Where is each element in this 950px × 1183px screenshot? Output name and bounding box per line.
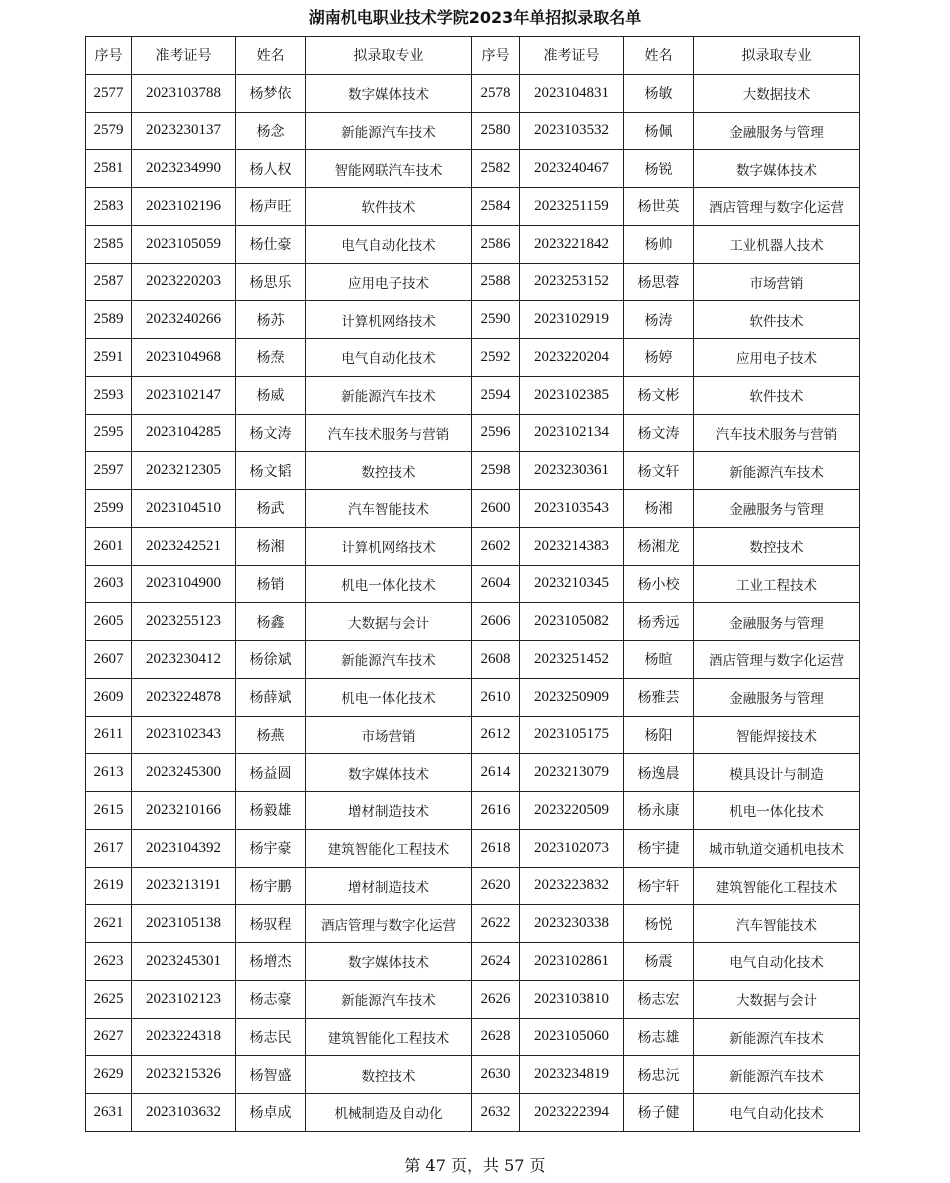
seq-cell: 2607	[86, 641, 132, 679]
exam-id-cell: 2023102147	[132, 376, 236, 414]
exam-id-cell: 2023234990	[132, 150, 236, 188]
exam-id-cell: 2023224878	[132, 678, 236, 716]
exam-id-cell: 2023255123	[132, 603, 236, 641]
major-cell: 酒店管理与数字化运营	[694, 188, 860, 226]
seq-cell: 2626	[472, 980, 520, 1018]
name-cell: 杨薛斌	[236, 678, 306, 716]
table-row	[86, 301, 860, 339]
header-major: 拟录取专业	[306, 37, 472, 75]
name-cell: 杨思乐	[236, 263, 306, 301]
name-cell: 杨徐斌	[236, 641, 306, 679]
table-header-row	[86, 37, 860, 75]
major-cell: 新能源汽车技术	[306, 376, 472, 414]
major-cell: 机电一体化技术	[694, 792, 860, 830]
major-cell: 机械制造及自动化	[306, 1094, 472, 1132]
table-row	[86, 527, 860, 565]
exam-id-cell: 2023223832	[520, 867, 624, 905]
seq-cell: 2617	[86, 829, 132, 867]
name-cell: 杨雅芸	[624, 678, 694, 716]
name-cell: 杨湘	[624, 490, 694, 528]
seq-cell: 2588	[472, 263, 520, 301]
name-cell: 杨声旺	[236, 188, 306, 226]
exam-id-cell: 2023224318	[132, 1018, 236, 1056]
seq-cell: 2611	[86, 716, 132, 754]
exam-id-cell: 2023222394	[520, 1094, 624, 1132]
seq-cell: 2598	[472, 452, 520, 490]
seq-cell: 2609	[86, 678, 132, 716]
table-row	[86, 980, 860, 1018]
major-cell: 新能源汽车技术	[694, 1056, 860, 1094]
major-cell: 工业工程技术	[694, 565, 860, 603]
exam-id-cell: 2023220509	[520, 792, 624, 830]
seq-cell: 2606	[472, 603, 520, 641]
name-cell: 杨涛	[624, 301, 694, 339]
seq-cell: 2613	[86, 754, 132, 792]
name-cell: 杨智盛	[236, 1056, 306, 1094]
name-cell: 杨卓成	[236, 1094, 306, 1132]
seq-cell: 2579	[86, 112, 132, 150]
major-cell: 建筑智能化工程技术	[306, 1018, 472, 1056]
major-cell: 金融服务与管理	[694, 603, 860, 641]
table-row	[86, 603, 860, 641]
major-cell: 市场营销	[694, 263, 860, 301]
exam-id-cell: 2023105060	[520, 1018, 624, 1056]
major-cell: 建筑智能化工程技术	[694, 867, 860, 905]
footer-middle: 页，共	[450, 1156, 499, 1175]
name-cell: 杨燕	[236, 716, 306, 754]
major-cell: 新能源汽车技术	[694, 1018, 860, 1056]
name-cell: 杨焘	[236, 339, 306, 377]
exam-id-cell: 2023230338	[520, 905, 624, 943]
major-cell: 大数据与会计	[306, 603, 472, 641]
exam-id-cell: 2023104831	[520, 74, 624, 112]
seq-cell: 2627	[86, 1018, 132, 1056]
seq-cell: 2596	[472, 414, 520, 452]
name-cell: 杨威	[236, 376, 306, 414]
exam-id-cell: 2023210166	[132, 792, 236, 830]
table-row	[86, 376, 860, 414]
major-cell: 增材制造技术	[306, 792, 472, 830]
exam-id-cell: 2023102861	[520, 943, 624, 981]
exam-id-cell: 2023102134	[520, 414, 624, 452]
major-cell: 电气自动化技术	[694, 1094, 860, 1132]
seq-cell: 2577	[86, 74, 132, 112]
seq-cell: 2631	[86, 1094, 132, 1132]
name-cell: 杨佩	[624, 112, 694, 150]
exam-id-cell: 2023220204	[520, 339, 624, 377]
name-cell: 杨阳	[624, 716, 694, 754]
exam-id-cell: 2023103632	[132, 1094, 236, 1132]
exam-id-cell: 2023105059	[132, 225, 236, 263]
exam-id-cell: 2023220203	[132, 263, 236, 301]
exam-id-cell: 2023221842	[520, 225, 624, 263]
table-row	[86, 150, 860, 188]
name-cell: 杨震	[624, 943, 694, 981]
name-cell: 杨苏	[236, 301, 306, 339]
name-cell: 杨武	[236, 490, 306, 528]
name-cell: 杨宇轩	[624, 867, 694, 905]
seq-cell: 2600	[472, 490, 520, 528]
exam-id-cell: 2023102073	[520, 829, 624, 867]
name-cell: 杨文韬	[236, 452, 306, 490]
exam-id-cell: 2023251452	[520, 641, 624, 679]
name-cell: 杨逸晨	[624, 754, 694, 792]
name-cell: 杨文彬	[624, 376, 694, 414]
name-cell: 杨湘龙	[624, 527, 694, 565]
admission-table	[85, 36, 860, 1132]
name-cell: 杨悦	[624, 905, 694, 943]
name-cell: 杨小校	[624, 565, 694, 603]
major-cell: 新能源汽车技术	[306, 980, 472, 1018]
major-cell: 汽车技术服务与营销	[694, 414, 860, 452]
seq-cell: 2599	[86, 490, 132, 528]
table-row	[86, 112, 860, 150]
major-cell: 城市轨道交通机电技术	[694, 829, 860, 867]
major-cell: 金融服务与管理	[694, 678, 860, 716]
table-row	[86, 943, 860, 981]
document-title: 湖南机电职业技术学院2023年单招拟录取名单	[308, 8, 642, 27]
major-cell: 金融服务与管理	[694, 112, 860, 150]
footer-suffix: 页	[529, 1156, 546, 1175]
seq-cell: 2616	[472, 792, 520, 830]
name-cell: 杨湘	[236, 527, 306, 565]
name-cell: 杨忠沅	[624, 1056, 694, 1094]
exam-id-cell: 2023102123	[132, 980, 236, 1018]
exam-id-cell: 2023214383	[520, 527, 624, 565]
header-seq: 序号	[86, 37, 132, 75]
seq-cell: 2603	[86, 565, 132, 603]
name-cell: 杨文涛	[624, 414, 694, 452]
seq-cell: 2581	[86, 150, 132, 188]
exam-id-cell: 2023105082	[520, 603, 624, 641]
seq-cell: 2608	[472, 641, 520, 679]
major-cell: 数控技术	[306, 1056, 472, 1094]
exam-id-cell: 2023253152	[520, 263, 624, 301]
exam-id-cell: 2023240467	[520, 150, 624, 188]
major-cell: 增材制造技术	[306, 867, 472, 905]
seq-cell: 2623	[86, 943, 132, 981]
table-row	[86, 263, 860, 301]
name-cell: 杨秀远	[624, 603, 694, 641]
major-cell: 模具设计与制造	[694, 754, 860, 792]
exam-id-cell: 2023230361	[520, 452, 624, 490]
major-cell: 电气自动化技术	[306, 339, 472, 377]
table-row	[86, 1056, 860, 1094]
name-cell: 杨益圆	[236, 754, 306, 792]
seq-cell: 2580	[472, 112, 520, 150]
total-page-count: 57	[504, 1156, 525, 1175]
name-cell: 杨志雄	[624, 1018, 694, 1056]
exam-id-cell: 2023102385	[520, 376, 624, 414]
table-row	[86, 792, 860, 830]
major-cell: 智能网联汽车技术	[306, 150, 472, 188]
seq-cell: 2619	[86, 867, 132, 905]
major-cell: 电气自动化技术	[306, 225, 472, 263]
exam-id-cell: 2023102196	[132, 188, 236, 226]
name-cell: 杨志宏	[624, 980, 694, 1018]
table-row	[86, 225, 860, 263]
name-cell: 杨增杰	[236, 943, 306, 981]
table-row	[86, 1018, 860, 1056]
seq-cell: 2632	[472, 1094, 520, 1132]
seq-cell: 2602	[472, 527, 520, 565]
table-row	[86, 339, 860, 377]
footer-prefix: 第	[404, 1156, 421, 1175]
major-cell: 金融服务与管理	[694, 490, 860, 528]
major-cell: 应用电子技术	[694, 339, 860, 377]
seq-cell: 2604	[472, 565, 520, 603]
major-cell: 智能焊接技术	[694, 716, 860, 754]
seq-cell: 2592	[472, 339, 520, 377]
major-cell: 汽车技术服务与营销	[306, 414, 472, 452]
exam-id-cell: 2023251159	[520, 188, 624, 226]
major-cell: 软件技术	[694, 376, 860, 414]
table-row	[86, 565, 860, 603]
seq-cell: 2586	[472, 225, 520, 263]
name-cell: 杨念	[236, 112, 306, 150]
table-row	[86, 1094, 860, 1132]
seq-cell: 2597	[86, 452, 132, 490]
major-cell: 数字媒体技术	[694, 150, 860, 188]
exam-id-cell: 2023104900	[132, 565, 236, 603]
seq-cell: 2624	[472, 943, 520, 981]
exam-id-cell: 2023234819	[520, 1056, 624, 1094]
major-cell: 机电一体化技术	[306, 678, 472, 716]
exam-id-cell: 2023213191	[132, 867, 236, 905]
name-cell: 杨永康	[624, 792, 694, 830]
major-cell: 大数据与会计	[694, 980, 860, 1018]
header-exam-id: 准考证号	[132, 37, 236, 75]
exam-id-cell: 2023104968	[132, 339, 236, 377]
seq-cell: 2594	[472, 376, 520, 414]
seq-cell: 2625	[86, 980, 132, 1018]
major-cell: 电气自动化技术	[694, 943, 860, 981]
seq-cell: 2582	[472, 150, 520, 188]
exam-id-cell: 2023102343	[132, 716, 236, 754]
major-cell: 新能源汽车技术	[694, 452, 860, 490]
name-cell: 杨文涛	[236, 414, 306, 452]
name-cell: 杨敏	[624, 74, 694, 112]
seq-cell: 2610	[472, 678, 520, 716]
page-footer	[0, 1155, 950, 1177]
table-row	[86, 829, 860, 867]
major-cell: 工业机器人技术	[694, 225, 860, 263]
name-cell: 杨世英	[624, 188, 694, 226]
exam-id-cell: 2023103532	[520, 112, 624, 150]
name-cell: 杨宇鹏	[236, 867, 306, 905]
major-cell: 数字媒体技术	[306, 74, 472, 112]
major-cell: 计算机网络技术	[306, 301, 472, 339]
name-cell: 杨志民	[236, 1018, 306, 1056]
exam-id-cell: 2023103810	[520, 980, 624, 1018]
seq-cell: 2622	[472, 905, 520, 943]
exam-id-cell: 2023105175	[520, 716, 624, 754]
table-row	[86, 678, 860, 716]
major-cell: 数控技术	[694, 527, 860, 565]
seq-cell: 2590	[472, 301, 520, 339]
seq-cell: 2605	[86, 603, 132, 641]
seq-cell: 2601	[86, 527, 132, 565]
exam-id-cell: 2023103543	[520, 490, 624, 528]
exam-id-cell: 2023213079	[520, 754, 624, 792]
seq-cell: 2578	[472, 74, 520, 112]
name-cell: 杨驭程	[236, 905, 306, 943]
seq-cell: 2591	[86, 339, 132, 377]
exam-id-cell: 2023104392	[132, 829, 236, 867]
table-row	[86, 74, 860, 112]
seq-cell: 2628	[472, 1018, 520, 1056]
name-cell: 杨暄	[624, 641, 694, 679]
name-cell: 杨帅	[624, 225, 694, 263]
seq-cell: 2614	[472, 754, 520, 792]
header-name: 姓名	[236, 37, 306, 75]
exam-id-cell: 2023230412	[132, 641, 236, 679]
exam-id-cell: 2023245301	[132, 943, 236, 981]
table-row	[86, 641, 860, 679]
seq-cell: 2615	[86, 792, 132, 830]
exam-id-cell: 2023210345	[520, 565, 624, 603]
major-cell: 数字媒体技术	[306, 943, 472, 981]
table-row	[86, 905, 860, 943]
exam-id-cell: 2023215326	[132, 1056, 236, 1094]
seq-cell: 2630	[472, 1056, 520, 1094]
major-cell: 软件技术	[694, 301, 860, 339]
exam-id-cell: 2023230137	[132, 112, 236, 150]
table-row	[86, 754, 860, 792]
name-cell: 杨子健	[624, 1094, 694, 1132]
name-cell: 杨销	[236, 565, 306, 603]
seq-cell: 2583	[86, 188, 132, 226]
seq-cell: 2593	[86, 376, 132, 414]
exam-id-cell: 2023104510	[132, 490, 236, 528]
name-cell: 杨宇豪	[236, 829, 306, 867]
major-cell: 汽车智能技术	[694, 905, 860, 943]
seq-cell: 2629	[86, 1056, 132, 1094]
table-row	[86, 867, 860, 905]
seq-cell: 2589	[86, 301, 132, 339]
exam-id-cell: 2023242521	[132, 527, 236, 565]
seq-cell: 2621	[86, 905, 132, 943]
seq-cell: 2620	[472, 867, 520, 905]
header-exam-id: 准考证号	[520, 37, 624, 75]
table-row	[86, 452, 860, 490]
seq-cell: 2595	[86, 414, 132, 452]
seq-cell: 2587	[86, 263, 132, 301]
major-cell: 软件技术	[306, 188, 472, 226]
seq-cell: 2585	[86, 225, 132, 263]
major-cell: 数字媒体技术	[306, 754, 472, 792]
name-cell: 杨人权	[236, 150, 306, 188]
major-cell: 汽车智能技术	[306, 490, 472, 528]
major-cell: 新能源汽车技术	[306, 641, 472, 679]
name-cell: 杨鑫	[236, 603, 306, 641]
name-cell: 杨宇捷	[624, 829, 694, 867]
current-page-number: 47	[425, 1156, 446, 1175]
exam-id-cell: 2023250909	[520, 678, 624, 716]
major-cell: 大数据技术	[694, 74, 860, 112]
name-cell: 杨婷	[624, 339, 694, 377]
name-cell: 杨仕豪	[236, 225, 306, 263]
seq-cell: 2612	[472, 716, 520, 754]
major-cell: 数控技术	[306, 452, 472, 490]
major-cell: 应用电子技术	[306, 263, 472, 301]
exam-id-cell: 2023102919	[520, 301, 624, 339]
name-cell: 杨毅雄	[236, 792, 306, 830]
header-major: 拟录取专业	[694, 37, 860, 75]
major-cell: 酒店管理与数字化运营	[694, 641, 860, 679]
seq-cell: 2618	[472, 829, 520, 867]
exam-id-cell: 2023212305	[132, 452, 236, 490]
major-cell: 建筑智能化工程技术	[306, 829, 472, 867]
major-cell: 市场营销	[306, 716, 472, 754]
table-row	[86, 188, 860, 226]
exam-id-cell: 2023103788	[132, 74, 236, 112]
exam-id-cell: 2023104285	[132, 414, 236, 452]
exam-id-cell: 2023245300	[132, 754, 236, 792]
header-seq: 序号	[472, 37, 520, 75]
exam-id-cell: 2023105138	[132, 905, 236, 943]
name-cell: 杨文轩	[624, 452, 694, 490]
header-name: 姓名	[624, 37, 694, 75]
name-cell: 杨梦依	[236, 74, 306, 112]
exam-id-cell: 2023240266	[132, 301, 236, 339]
table-row	[86, 490, 860, 528]
name-cell: 杨思蓉	[624, 263, 694, 301]
major-cell: 新能源汽车技术	[306, 112, 472, 150]
name-cell: 杨锐	[624, 150, 694, 188]
table-row	[86, 414, 860, 452]
table-row	[86, 716, 860, 754]
major-cell: 计算机网络技术	[306, 527, 472, 565]
name-cell: 杨志豪	[236, 980, 306, 1018]
major-cell: 机电一体化技术	[306, 565, 472, 603]
major-cell: 酒店管理与数字化运营	[306, 905, 472, 943]
seq-cell: 2584	[472, 188, 520, 226]
